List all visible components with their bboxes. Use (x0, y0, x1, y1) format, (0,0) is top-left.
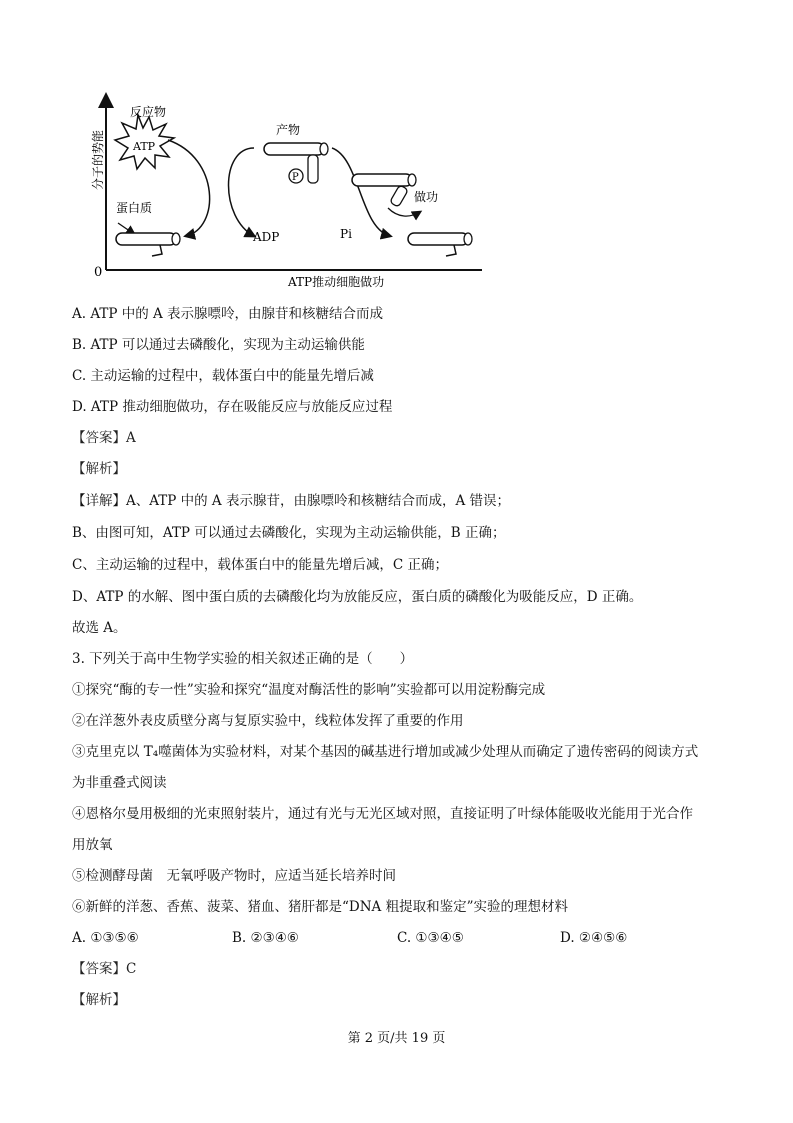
q3-item-5: ⑤检测酵母菌 无氧呼吸产物时，应适当延长培养时间 (72, 868, 396, 884)
protein-rod-2 (264, 143, 324, 155)
protein-arm-4 (446, 245, 456, 256)
atp-energy-diagram (70, 88, 490, 288)
adp-label: ADP (253, 230, 280, 244)
q2-analysis-line-1: 【详解】A、ATP 中的 A 表示腺苷，由腺嘌呤和核糖结合而成，A 错误； (72, 493, 511, 509)
q3-item-3-cont: 为非重叠式阅读 (72, 775, 167, 791)
q2-analysis-line-5: 故选 A。 (72, 620, 127, 636)
q3-option-b: B. ②③④⑥ (232, 930, 299, 946)
q2-analysis-line-3: C、主动运输的过程中，载体蛋白中的能量先增后减，C 正确； (72, 557, 448, 573)
q2-option-c: C. 主动运输的过程中，载体蛋白中的能量先增后减 (72, 368, 374, 384)
protein-rod-4 (408, 233, 468, 245)
protein-rod-1-end (172, 233, 180, 245)
work-label: 做功 (414, 190, 439, 204)
protein-rod-4-end (464, 233, 472, 245)
curve-arrow-1 (168, 140, 210, 236)
y-axis-label: 分子的势能 (91, 129, 105, 190)
protein-label: 蛋白质 (116, 201, 153, 215)
q2-option-b: B. ATP 可以通过去磷酸化，实现为主动运输供能 (72, 337, 365, 353)
q2-option-d: D. ATP 推动细胞做功，存在吸能反应与放能反应过程 (72, 399, 393, 415)
protein-rod-2-end (320, 143, 328, 155)
q3-analysis-title: 【解析】 (72, 992, 126, 1008)
q3-option-c: C. ①③④⑤ (397, 930, 464, 946)
reactant-label: 反应物 (130, 105, 167, 119)
atp-label: ATP (133, 140, 156, 153)
q3-item-2: ②在洋葱外表皮质壁分离与复原实验中，线粒体发挥了重要的作用 (72, 713, 464, 729)
product-label: 产物 (276, 123, 301, 137)
phosphate-label: P (292, 172, 299, 183)
q3-answer: 【答案】C (72, 961, 137, 977)
q2-analysis-title: 【解析】 (72, 461, 126, 477)
protein-rod-3 (352, 174, 412, 186)
protein-arm-2 (308, 155, 318, 183)
page-footer: 第 2 页/共 19 页 (347, 1031, 446, 1046)
protein-rod-3-end (408, 174, 416, 186)
protein-arm-1 (152, 245, 162, 256)
protein-arm-3 (390, 185, 409, 207)
q3-option-a: A. ①③⑤⑥ (72, 930, 139, 946)
q3-option-d: D. ②④⑤⑥ (560, 930, 628, 946)
q2-analysis-line-4: D、ATP 的水解、图中蛋白质的去磷酸化均为放能反应，蛋白质的磷酸化为吸能反应，D 正确。 (72, 589, 643, 605)
q3-stem: 3. 下列关于高中生物学实验的相关叙述正确的是（ ） (72, 651, 414, 667)
protein-rod-1 (116, 233, 176, 245)
q3-item-4-cont: 用放氧 (72, 837, 113, 853)
q2-analysis-line-2: B、由图可知，ATP 可以通过去磷酸化，实现为主动运输供能，B 正确； (72, 525, 506, 541)
origin-label: 0 (94, 265, 103, 280)
curve-arrow-2 (229, 148, 255, 236)
q3-item-6: ⑥新鲜的洋葱、香蕉、菠菜、猪血、猪肝都是“DNA 粗提取和鉴定”实验的理想材料 (72, 899, 568, 915)
x-axis-label: ATP推动细胞做功 (288, 275, 385, 288)
curve-arrow-3 (332, 148, 390, 236)
q2-option-a: A. ATP 中的 A 表示腺嘌呤，由腺苷和核糖结合而成 (72, 306, 384, 322)
q2-answer: 【答案】A (72, 430, 136, 446)
q3-item-4: ④恩格尔曼用极细的光束照射装片，通过有光与无光区域对照，直接证明了叶绿体能吸收光能用于光合作 (72, 806, 693, 822)
work-arrow (388, 208, 420, 216)
q3-item-3: ③克里克以 T₄噬菌体为实验材料，对某个基因的碱基进行增加或减少处理从而确定了遗传密码的阅读方式 (72, 744, 699, 760)
pi-label: Pi (340, 227, 352, 241)
q3-item-1: ①探究“酶的专一性”实验和探究“温度对酶活性的影响”实验都可以用淀粉酶完成 (72, 682, 546, 698)
